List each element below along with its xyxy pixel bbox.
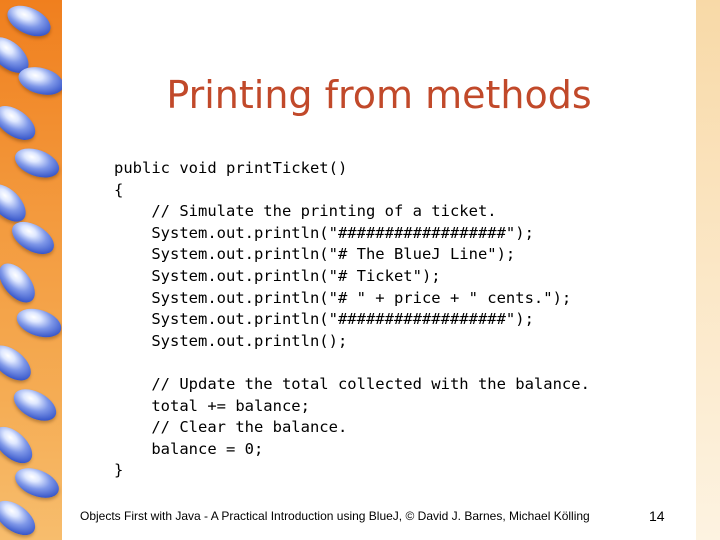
pill-icon xyxy=(11,462,62,503)
page-number: 14 xyxy=(649,508,665,524)
pill-icon xyxy=(9,383,62,428)
code-block xyxy=(114,158,590,482)
footer-credit: Objects First with Java - A Practical Introduction using BlueJ, © David J. Barnes, Michael Kölling xyxy=(80,509,590,523)
pill-icon xyxy=(3,0,56,43)
code-line: System.out.println("# Ticket"); xyxy=(114,266,441,285)
code-line: { xyxy=(114,180,124,199)
pill-icon xyxy=(0,178,32,229)
decorative-left-band xyxy=(0,0,62,540)
code-line: public void printTicket() xyxy=(114,159,348,177)
code-line xyxy=(114,352,590,374)
code-line: } xyxy=(114,461,124,480)
pill-icon xyxy=(0,494,41,540)
code-line: balance = 0; xyxy=(114,439,264,458)
code-line: // Simulate the printing of a ticket. xyxy=(114,202,497,221)
decorative-right-band xyxy=(696,0,720,540)
pill-icon xyxy=(0,99,41,147)
code-line: System.out.println(); xyxy=(114,331,348,350)
code-line: total += balance; xyxy=(114,396,310,415)
code-line: // Update the total collected with the balance. xyxy=(114,374,590,393)
pill-icon xyxy=(11,143,62,183)
code-line: System.out.println("##################"); xyxy=(114,310,534,329)
slide-title: Printing from methods xyxy=(166,73,592,117)
code-line: System.out.println("# " + price + " cents."); xyxy=(114,288,572,307)
pill-icon xyxy=(0,257,42,309)
pill-icon xyxy=(0,339,37,388)
pill-icon xyxy=(0,420,39,470)
code-line: System.out.println("##################"); xyxy=(114,223,534,242)
code-line: System.out.println("# The BlueJ Line"); xyxy=(114,245,516,264)
code-line: // Clear the balance. xyxy=(114,418,348,437)
pill-icon xyxy=(13,304,62,343)
